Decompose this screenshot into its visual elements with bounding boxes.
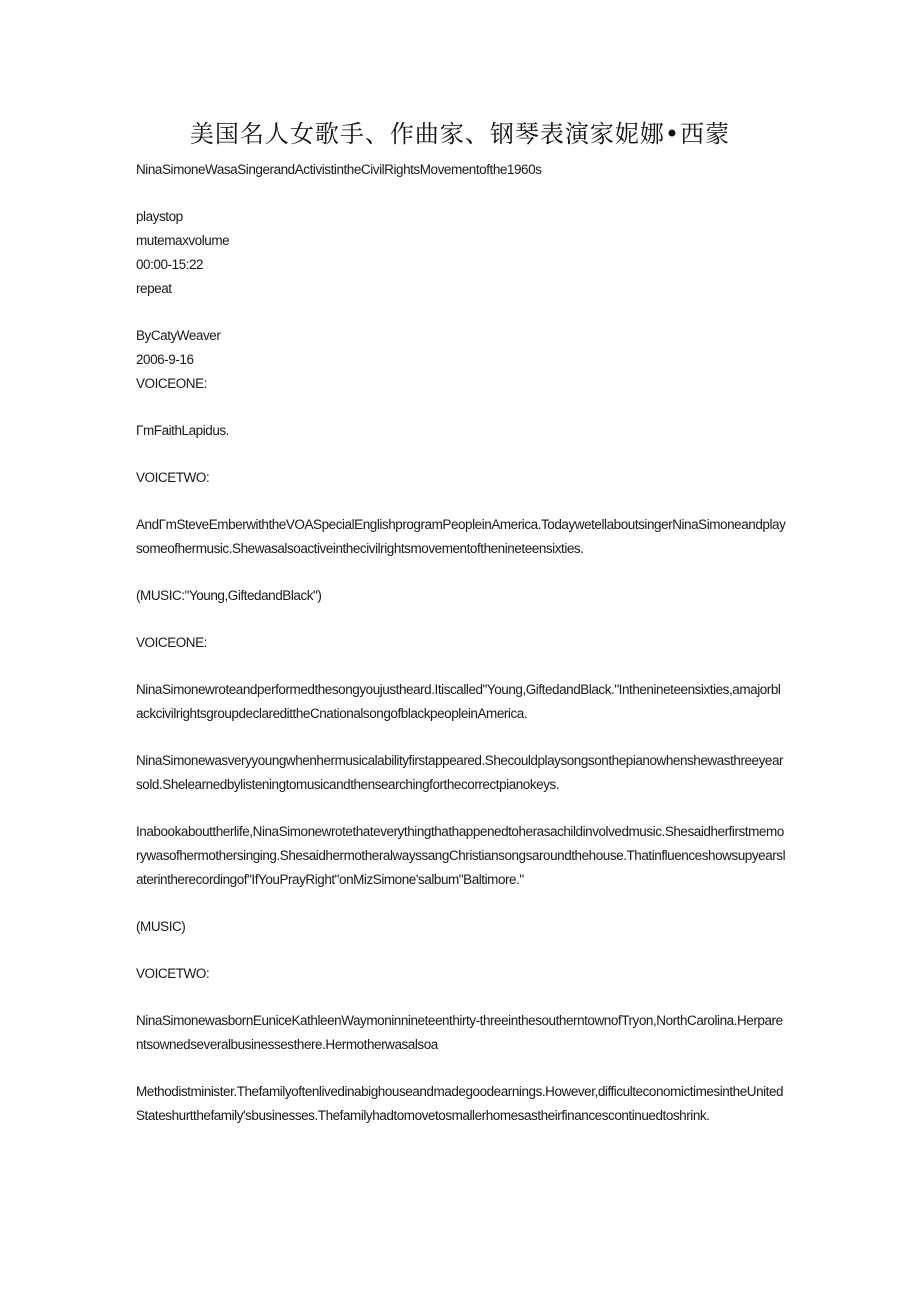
paragraph: ΓmFaithLapidus.: [136, 423, 229, 438]
paragraph: (MUSIC): [136, 919, 186, 934]
paragraph: (MUSIC:"Young,GiftedandBlack"): [136, 588, 322, 603]
paragraph: VOICEONE:: [136, 376, 207, 391]
paragraph: NinaSimonewasveryyoungwhenhermusicalabilityfirstappeared.Shecouldplaysongsonthepianowhenshewasthreeyearsold.Shelearnedbylisteningtomusicandthensearchingforthecorrectpianokeys.: [136, 753, 784, 792]
paragraph: VOICEONE:: [136, 635, 207, 650]
paragraph: VOICETWO:: [136, 470, 210, 485]
play-stop-control[interactable]: playstop: [136, 209, 183, 224]
paragraph: Inabookabouttherlife,NinaSimonewrotethateverythingthathappenedtoherasachildinvolvedmusic.Shesaidherfirstmemorywasofhermothersinging.ShesaidhermotheralwayssangChristiansongsaroundthehouse.Thatinfluenceshowsupyearslaterintherecordingof"IfYouPrayRight"onMizSimone'salbum"Baltimore.": [136, 824, 786, 887]
mute-volume-control[interactable]: mutemaxvolume: [136, 233, 230, 248]
page-title: 美国名人女歌手、作曲家、钢琴表演家妮娜•西蒙: [189, 120, 731, 148]
paragraph: NinaSimonewasbornEuniceKathleenWaymoninnineteenthirty-threeinthesoutherntownofTryon,NorthCarolina.Herparentsownedseveralbusinessesthere.Hermotherwasalsoa: [136, 1013, 783, 1052]
document-body: [136, 158, 786, 1128]
subtitle: NinaSimoneWasaSingerandActivistintheCivilRightsMovementofthe1960s: [136, 162, 542, 177]
paragraph: AndΓmSteveEmberwiththeVOASpecialEnglishprogramPeopleinAmerica.TodaywetellaboutsingerNinaSimoneandplaysomeofhermusic.Shewasalsoactiveinthecivilrightsmovementofthenineteensixties.: [136, 517, 786, 556]
time-readout: 00:00-15:22: [136, 257, 204, 272]
paragraph: NinaSimonewroteandperformedthesongyoujustheard.Itiscalled"Young,GiftedandBlack."Inthenineteensixties,amajorblackcivilrightsgroupdeclaredittheCnationalsongofblackpeopleinAmerica.: [136, 682, 781, 721]
date: 2006-9-16: [136, 352, 194, 367]
paragraph: VOICETWO:: [136, 966, 210, 981]
byline: ByCatyWeaver: [136, 328, 221, 343]
paragraph: Methodistminister.Thefamilyoftenlivedinabighouseandmadegoodearnings.However,difficulteconomictimesintheUnitedStateshurtthefamily'sbusinesses.Thefamilyhadtomovetosmallerhomesastheirfinancescontinuedtoshrink.: [136, 1084, 784, 1123]
repeat-control[interactable]: repeat: [136, 281, 172, 296]
